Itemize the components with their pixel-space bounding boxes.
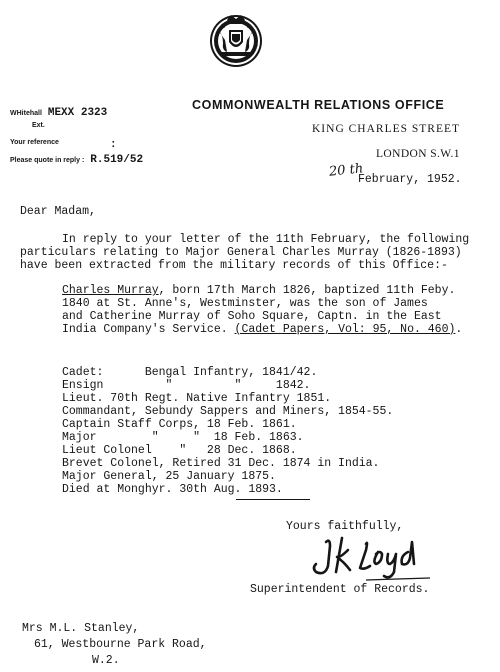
service-entry: Brevet Colonel, Retired 31 Dec. 1874 in India. bbox=[62, 457, 380, 470]
handwritten-day: 20 th bbox=[328, 161, 364, 180]
para2-line-1: Charles Murray, born 17th March 1826, baptized 11th Feby. bbox=[62, 284, 456, 297]
para1-line-1: In reply to your letter of the 11th February, the following bbox=[62, 233, 470, 246]
your-reference-value: : bbox=[110, 139, 117, 151]
para2-line-4: India Company's Service. (Cadet Papers, Vol: 95, No. 460). bbox=[62, 323, 463, 336]
service-entry: Lieut Colonel " 28 Dec. 1868. bbox=[62, 444, 297, 457]
para1-line-3: have been extracted from the military records of this Office:- bbox=[20, 259, 448, 272]
subject-name: Charles Murray bbox=[62, 284, 159, 297]
your-reference-line bbox=[10, 139, 117, 151]
ext-label: Ext. bbox=[32, 122, 45, 129]
para2-line-3: and Catherine Murray of Soho Square, Captn. in the East bbox=[62, 310, 442, 323]
service-entry: Major " " 18 Feb. 1863. bbox=[62, 431, 304, 444]
cadet-papers-citation: (Cadet Papers, Vol: 95, No. 460) bbox=[234, 323, 456, 336]
letter-date: February, 1952. bbox=[358, 173, 462, 186]
quote-line bbox=[10, 154, 143, 166]
ext-line bbox=[32, 122, 45, 129]
salutation: Dear Madam, bbox=[20, 205, 96, 218]
signatory-title: Superintendent of Records. bbox=[250, 583, 430, 596]
office-name: COMMONWEALTH RELATIONS OFFICE bbox=[192, 98, 445, 112]
city-address: LONDON S.W.1 bbox=[376, 148, 460, 160]
service-entry: Captain Staff Corps, 18 Feb. 1861. bbox=[62, 418, 297, 431]
service-entry: Lieut. 70th Regt. Native Infantry 1851. bbox=[62, 392, 332, 405]
addressee-district: W.2. bbox=[92, 654, 120, 667]
service-entry: Cadet: Bengal Infantry, 1841/42. bbox=[62, 366, 318, 379]
service-entry: Commandant, Sebundy Sappers and Miners, 1854-55. bbox=[62, 405, 394, 418]
service-entry: Major General, 25 January 1875. bbox=[62, 470, 276, 483]
whitehall-value: MEXX 2323 bbox=[47, 107, 108, 119]
handwritten-signature bbox=[304, 532, 436, 584]
service-entry: Died at Monghyr. 30th Aug. 1893. bbox=[62, 483, 283, 496]
whitehall-label: WHitehall bbox=[10, 110, 42, 117]
valediction: Yours faithfully, bbox=[286, 520, 404, 533]
addressee-name: Mrs M.L. Stanley, bbox=[22, 622, 140, 635]
para1-line-2: particulars relating to Major General Charles Murray (1826-1893) bbox=[20, 246, 462, 259]
addressee-street: 61, Westbourne Park Road, bbox=[34, 638, 207, 651]
para2-line-2: 1840 at St. Anne's, Westminster, was the son of James bbox=[62, 297, 428, 310]
royal-crest-icon bbox=[205, 10, 267, 68]
your-reference-label: Your reference bbox=[10, 139, 59, 146]
whitehall-line bbox=[10, 107, 107, 119]
service-entry: Ensign " " 1842. bbox=[62, 379, 311, 392]
divider-rule bbox=[236, 499, 310, 500]
street-address: KING CHARLES STREET bbox=[312, 123, 461, 135]
quote-label: Please quote in reply : bbox=[10, 157, 85, 164]
quote-value: R.519/52 bbox=[90, 154, 144, 166]
